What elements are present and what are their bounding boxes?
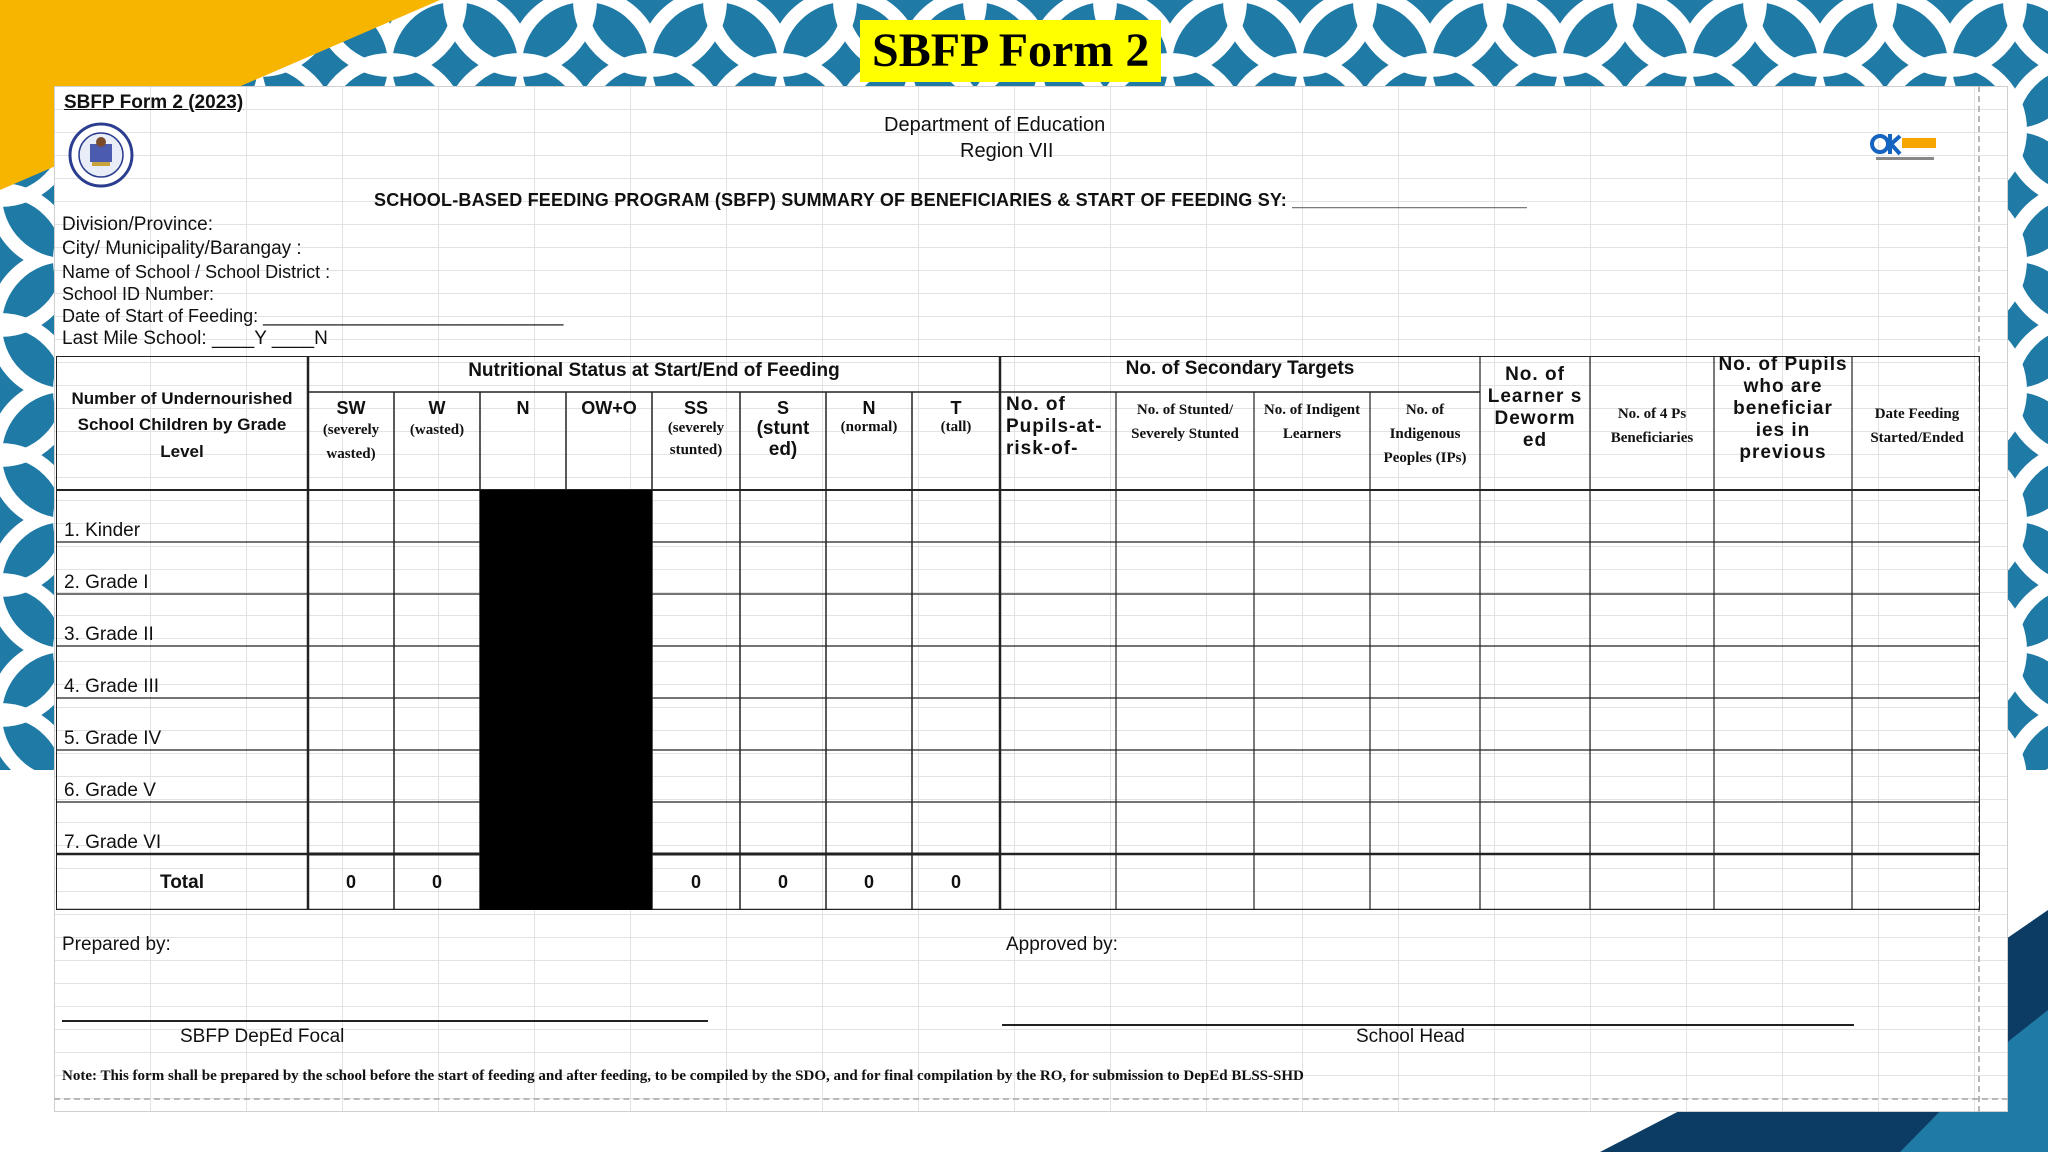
col-n: N bbox=[516, 398, 530, 418]
field-division: Division/Province: bbox=[62, 214, 213, 235]
approved-role: School Head bbox=[1356, 1026, 1465, 1047]
row-grade-1: 2. Grade I bbox=[64, 572, 149, 593]
col-4ps: No. of 4 Ps Beneficiaries bbox=[1610, 406, 1694, 446]
field-city: City/ Municipality/Barangay : bbox=[62, 238, 302, 259]
row-grade-6: 7. Grade VI bbox=[64, 832, 162, 853]
total-n-normal: 0 bbox=[863, 872, 874, 892]
row-kinder: 1. Kinder bbox=[64, 520, 141, 541]
total-s: 0 bbox=[777, 872, 788, 892]
beneficiaries-table bbox=[56, 356, 1980, 910]
total-sw: 0 bbox=[345, 872, 356, 892]
field-school-name: Name of School / School District : bbox=[62, 262, 331, 282]
col-pupils-at-risk: No. of Pupils-at-risk-of- bbox=[1006, 394, 1103, 459]
form-note: Note: This form shall be prepared by the school before the start of feeding and after feeding, to be compiled by the SDO, and for final compilation by the RO, for submission to DepEd BLSS-SHD bbox=[62, 1068, 1304, 1084]
col-stunted: No. of Stunted/ Severely Stunted bbox=[1131, 402, 1239, 442]
col-previous-beneficiaries: No. of Pupils who are beneficiar ies in previous bbox=[1718, 354, 1848, 464]
field-last-mile: Last Mile School: ____Y ____N bbox=[62, 328, 328, 349]
col-ow-o: OW+O bbox=[581, 398, 637, 418]
deped-seal-icon bbox=[68, 122, 134, 188]
row-grade-3: 4. Grade III bbox=[64, 676, 160, 697]
form-sheet bbox=[54, 86, 2008, 1112]
form-code: SBFP Form 2 (2023) bbox=[64, 92, 244, 113]
prepared-role: SBFP DepEd Focal bbox=[180, 1026, 345, 1047]
col-dewormed: No. of Learner s Deworm ed bbox=[1487, 364, 1583, 452]
ok-deped-logo-icon bbox=[1870, 130, 1940, 164]
col-sw: SW (severely wasted) bbox=[322, 398, 380, 463]
col-date-feeding: Date Feeding Started/Ended bbox=[1870, 406, 1964, 446]
field-start-date: Date of Start of Feeding: ______________________________ bbox=[62, 306, 564, 326]
row-header: Number of Undernourished School Children by Grade Level bbox=[71, 389, 293, 461]
total-t: 0 bbox=[950, 872, 961, 892]
col-indigent: No. of Indigent Learners bbox=[1263, 402, 1361, 442]
col-ss: SS (severely stunted) bbox=[667, 398, 725, 458]
summary-title: SCHOOL-BASED FEEDING PROGRAM (SBFP) SUMMARY OF BENEFICIARIES & START OF FEEDING SY: _______________________ bbox=[374, 190, 1528, 210]
blocked-cells-n-owo bbox=[480, 490, 652, 910]
prepared-signature-line bbox=[62, 1020, 708, 1022]
total-label: Total bbox=[160, 872, 204, 893]
col-n-normal: N (normal) bbox=[840, 398, 898, 436]
row-grade-4: 5. Grade IV bbox=[64, 728, 162, 749]
col-indigenous: No. of Indigenous Peoples (IPs) bbox=[1383, 402, 1467, 466]
department-name: Department of Education bbox=[884, 114, 1106, 136]
field-school-id: School ID Number: bbox=[62, 284, 215, 304]
approved-by-label: Approved by: bbox=[1006, 934, 1118, 955]
col-t: T (tall) bbox=[940, 398, 972, 436]
group-nutritional-status: Nutritional Status at Start/End of Feeding bbox=[468, 360, 840, 381]
col-w: W (wasted) bbox=[409, 398, 465, 439]
page-break-horizontal bbox=[54, 1098, 2008, 1100]
slide-title: SBFP Form 2 bbox=[860, 20, 1161, 82]
total-ss: 0 bbox=[690, 872, 701, 892]
prepared-by-label: Prepared by: bbox=[62, 934, 171, 955]
region-name: Region VII bbox=[960, 140, 1054, 162]
group-secondary-targets: No. of Secondary Targets bbox=[1125, 358, 1355, 379]
col-s: S (stunt ed) bbox=[756, 398, 810, 461]
row-grade-5: 6. Grade V bbox=[64, 780, 156, 801]
total-w: 0 bbox=[431, 872, 442, 892]
row-grade-2: 3. Grade II bbox=[64, 624, 154, 645]
